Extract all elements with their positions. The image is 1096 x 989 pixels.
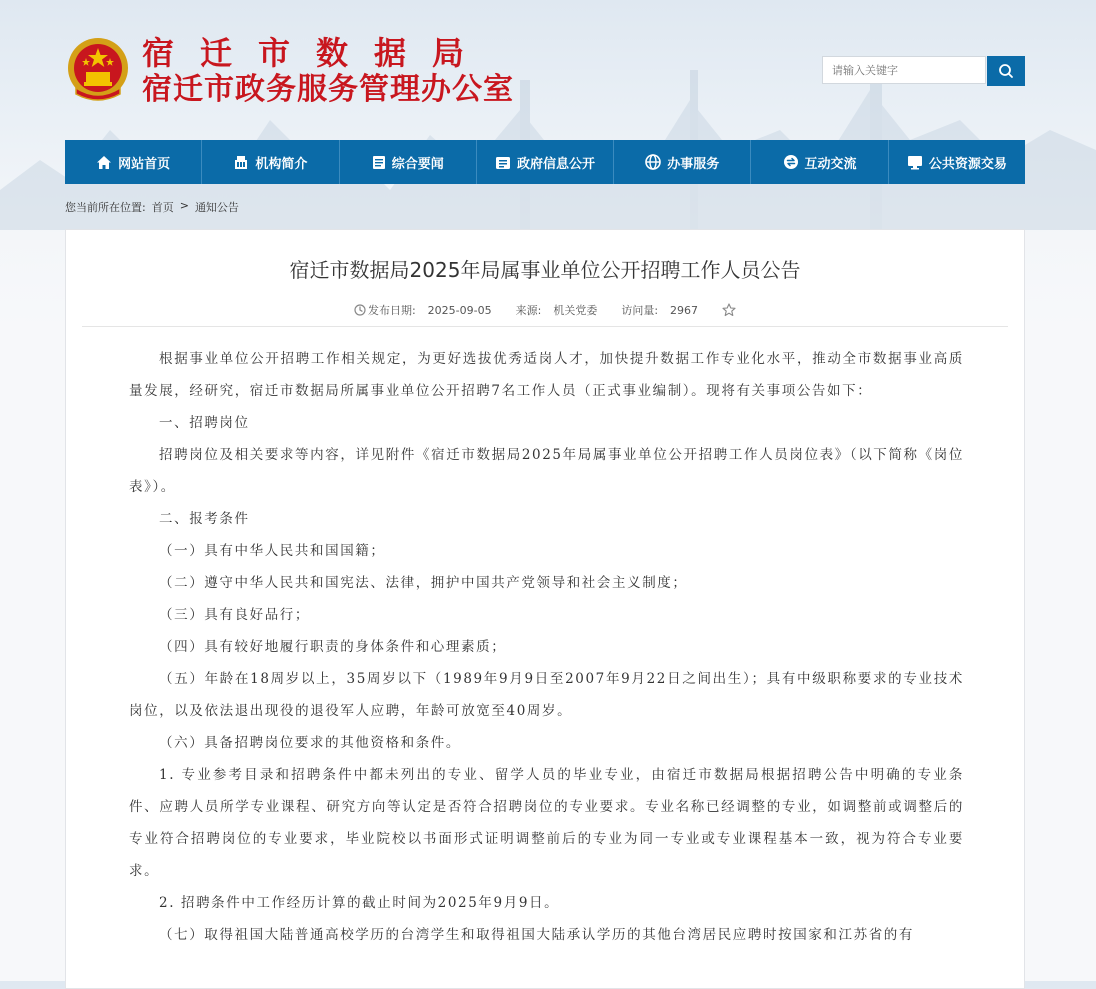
nav-item-home[interactable] xyxy=(65,140,202,184)
article-paragraph: 2. 招聘条件中工作经历计算的截止时间为2025年9月9日。 xyxy=(159,895,560,911)
site-title: 宿迁市数据局 xyxy=(142,34,491,72)
search-button[interactable] xyxy=(987,56,1025,86)
publish-date: 2025-09-05 xyxy=(427,303,492,317)
article-title: 宿迁市数据局2025年局属事业单位公开招聘工作人员公告 xyxy=(289,258,801,282)
nav-item-info-disclosure[interactable] xyxy=(477,140,614,184)
article-paragraph: （六）具备招聘岗位要求的其他资格和条件。 xyxy=(159,735,461,751)
search-input[interactable] xyxy=(822,56,986,84)
nav-item-services[interactable] xyxy=(614,140,751,184)
nav-item-label: 公共资源交易 xyxy=(928,156,1007,172)
date-label: 发布日期: xyxy=(367,304,416,317)
nav-item-about[interactable] xyxy=(202,140,339,184)
star-icon[interactable] xyxy=(722,303,736,317)
source-label: 来源: xyxy=(515,304,542,317)
article-paragraph: （三）具有良好品行； xyxy=(159,607,310,623)
article-panel xyxy=(65,229,1025,989)
nav-item-label: 机构简介 xyxy=(255,156,308,172)
building-icon xyxy=(233,155,249,170)
article-paragraph: 招聘岗位及相关要求等内容，详见附件《宿迁市数据局2025年局属事业单位公开招聘工作人员岗位表》（以下简称《岗位表》）。 xyxy=(129,447,964,495)
globe-icon xyxy=(645,154,661,170)
site-subtitle: 宿迁市政务服务管理办公室 xyxy=(142,72,514,107)
folder-icon xyxy=(495,155,511,170)
breadcrumb-prefix: 您当前所在位置: xyxy=(65,201,146,214)
document-icon xyxy=(372,155,386,170)
nav-item-interaction[interactable] xyxy=(751,140,888,184)
nav-item-label: 网站首页 xyxy=(118,156,171,172)
nav-item-label: 办事服务 xyxy=(667,156,720,172)
article-paragraph: 1. 专业参考目录和招聘条件中都未列出的专业、留学人员的毕业专业，由宿迁市数据局根据招聘公告中明确的专业条件、应聘人员所学专业课程、研究方向等认定是否符合招聘岗位的专业要求。专业名称已经调整的专业，如调整前或调整后的专业符合招聘岗位的专业要求，毕业院校以书面形式证明调整前后的专业为同一专业或专业课程基本一致，视为符合专业要求。 xyxy=(129,767,964,879)
article-paragraph: 二、报考条件 xyxy=(159,511,250,527)
nav-item-news[interactable] xyxy=(340,140,477,184)
home-icon xyxy=(96,155,112,170)
main-nav xyxy=(65,140,1025,184)
views-label: 访问量: xyxy=(621,304,659,317)
clock-icon xyxy=(354,304,366,316)
article-body xyxy=(129,343,964,951)
breadcrumb-separator: > xyxy=(179,199,189,212)
exchange-icon xyxy=(783,154,799,170)
breadcrumb-current-link[interactable]: 通知公告 xyxy=(194,201,239,214)
article-paragraph: 一、招聘岗位 xyxy=(159,415,250,431)
views-count: 2967 xyxy=(670,303,699,317)
article-meta xyxy=(66,302,1024,318)
nav-item-public-resources[interactable] xyxy=(889,140,1025,184)
breadcrumb-home-link[interactable]: 首页 xyxy=(151,201,174,214)
nav-item-label: 互动交流 xyxy=(804,156,857,172)
article-paragraph: （二）遵守中华人民共和国宪法、法律，拥护中国共产党领导和社会主义制度； xyxy=(159,575,688,591)
national-emblem-logo xyxy=(66,36,130,104)
article-paragraph: 根据事业单位公开招聘工作相关规定，为更好选拔优秀适岗人才，加快提升数据工作专业化水平，推动全市数据事业高质量发展，经研究，宿迁市数据局所属事业单位公开招聘7名工作人员（正式事业编制）。现将有关事项公告如下： xyxy=(129,351,964,399)
article-paragraph: （一）具有中华人民共和国国籍； xyxy=(159,543,386,559)
breadcrumb xyxy=(65,199,239,215)
article-paragraph: （七）取得祖国大陆普通高校学历的台湾学生和取得祖国大陆承认学历的其他台湾居民应聘时按国家和江苏省的有 xyxy=(159,927,914,943)
article-paragraph: （五）年龄在18周岁以上，35周岁以下（1989年9月9日至2007年9月22日之间出生）；具有中级职称要求的专业技术岗位，以及依法退出现役的退役军人应聘，年龄可放宽至40周岁。 xyxy=(129,671,964,719)
source-value: 机关党委 xyxy=(553,304,598,317)
nav-item-label: 综合要闻 xyxy=(391,156,444,172)
search-icon xyxy=(998,63,1014,79)
article-paragraph: （四）具有较好地履行职责的身体条件和心理素质； xyxy=(159,639,507,655)
monitor-icon xyxy=(907,155,923,170)
title-divider xyxy=(82,326,1008,327)
nav-item-label: 政府信息公开 xyxy=(516,156,595,172)
